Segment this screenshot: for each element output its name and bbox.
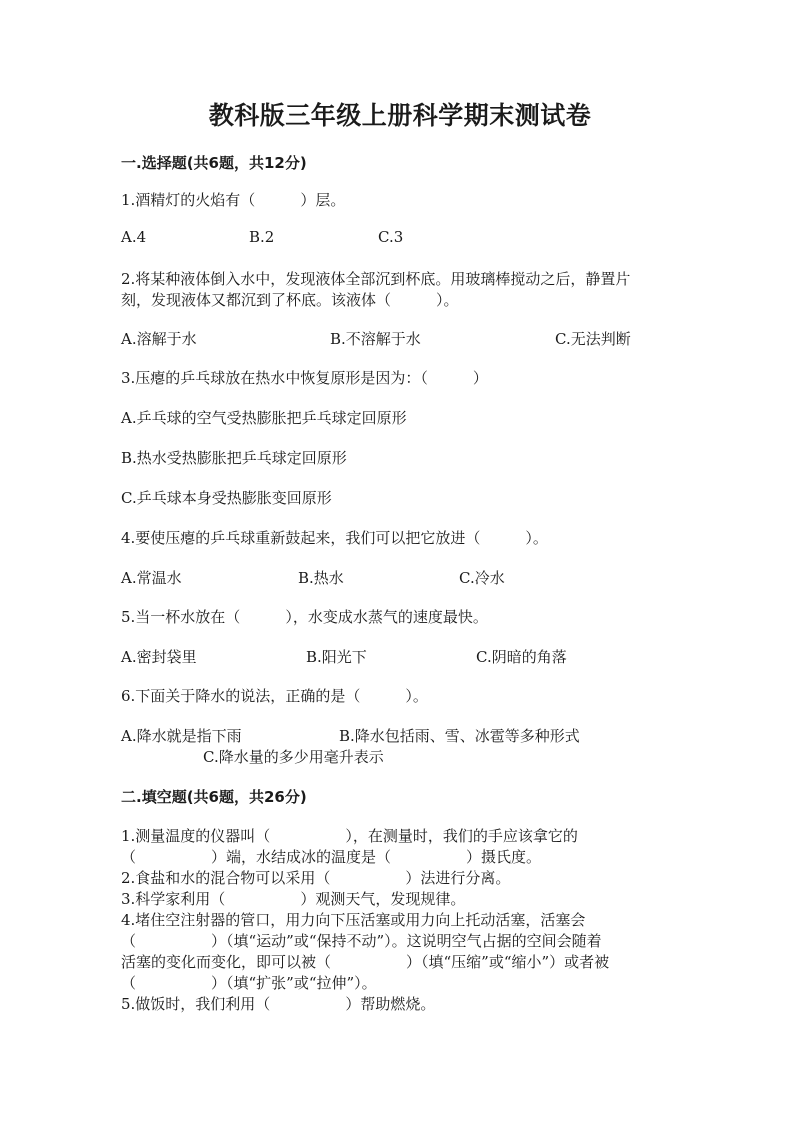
fill-blank-line-8: （ ）（填“扩张”或“拉伸”）。: [121, 974, 377, 992]
question-2-text-line2: 刻，发现液体又都沉到了杯底。该液体（ ）。: [121, 291, 459, 309]
question-5-text: 5.当一杯水放在（ ），水变成水蒸气的速度最快。: [121, 608, 488, 626]
question-2-option-a: A.溶解于水: [121, 330, 197, 348]
question-1-text: 1.酒精灯的火焰有（ ）层。: [121, 191, 346, 209]
exam-title: 教科版三年级上册科学期末测试卷: [208, 101, 592, 130]
question-4-option-c: C.冷水: [459, 569, 505, 587]
question-3-text: 3.压瘪的乒乓球放在热水中恢复原形是因为：（ ）: [121, 369, 488, 387]
fill-blank-line-9: 5.做饭时，我们利用（ ）帮助燃烧。: [121, 995, 436, 1013]
question-2-option-b: B.不溶解于水: [330, 330, 421, 348]
question-6-option-a: A.降水就是指下雨: [121, 727, 242, 745]
question-1-option-a: A.4: [121, 228, 147, 246]
question-6-option-b: B.降水包括雨、雪、冰雹等多种形式: [339, 727, 580, 745]
fill-blank-line-2: （ ）端，水结成冰的温度是（ ）摄氏度。: [121, 848, 542, 866]
section-heading-choice: 一.选择题(共6题，共12分): [121, 154, 307, 172]
question-4-option-b: B.热水: [298, 569, 344, 587]
question-2-text-line1: 2.将某种液体倒入水中，发现液体全部沉到杯底。用玻璃棒搅动之后，静置片: [121, 270, 631, 288]
question-3-option-a: A.乒乓球的空气受热膨胀把乒乓球定回原形: [121, 409, 407, 427]
fill-blank-line-5: 4.堵住空注射器的管口，用力向下压活塞或用力向上托动活塞，活塞会: [121, 911, 586, 929]
question-1-option-b: B.2: [249, 228, 275, 246]
question-5-option-b: B.阳光下: [306, 648, 367, 666]
fill-blank-line-7: 活塞的变化而变化，即可以被（ ）（填“压缩”或“缩小”）或者被: [121, 953, 610, 971]
question-5-option-a: A.密封袋里: [121, 648, 197, 666]
question-6-option-c: C.降水量的多少用毫升表示: [203, 748, 384, 766]
section-heading-fill-blank: 二.填空题(共6题，共26分): [121, 788, 307, 806]
fill-blank-line-3: 2.食盐和水的混合物可以采用（ ）法进行分离。: [121, 869, 511, 887]
question-3-option-b: B.热水受热膨胀把乒乓球定回原形: [121, 449, 347, 467]
question-3-option-c: C.乒乓球本身受热膨胀变回原形: [121, 489, 332, 507]
question-5-option-c: C.阴暗的角落: [476, 648, 567, 666]
fill-blank-line-6: （ ）（填“运动”或“保持不动”）。这说明空气占据的空间会随着: [121, 932, 602, 950]
question-2-option-c: C.无法判断: [555, 330, 631, 348]
question-1-option-c: C.3: [378, 228, 404, 246]
question-4-text: 4.要使压瘪的乒乓球重新鼓起来，我们可以把它放进（ ）。: [121, 529, 548, 547]
question-4-option-a: A.常温水: [121, 569, 182, 587]
fill-blank-line-4: 3.科学家利用（ ）观测天气，发现规律。: [121, 890, 466, 908]
fill-blank-line-1: 1.测量温度的仪器叫（ ），在测量时，我们的手应该拿它的: [121, 827, 578, 845]
question-6-text: 6.下面关于降水的说法，正确的是（ ）。: [121, 687, 428, 705]
